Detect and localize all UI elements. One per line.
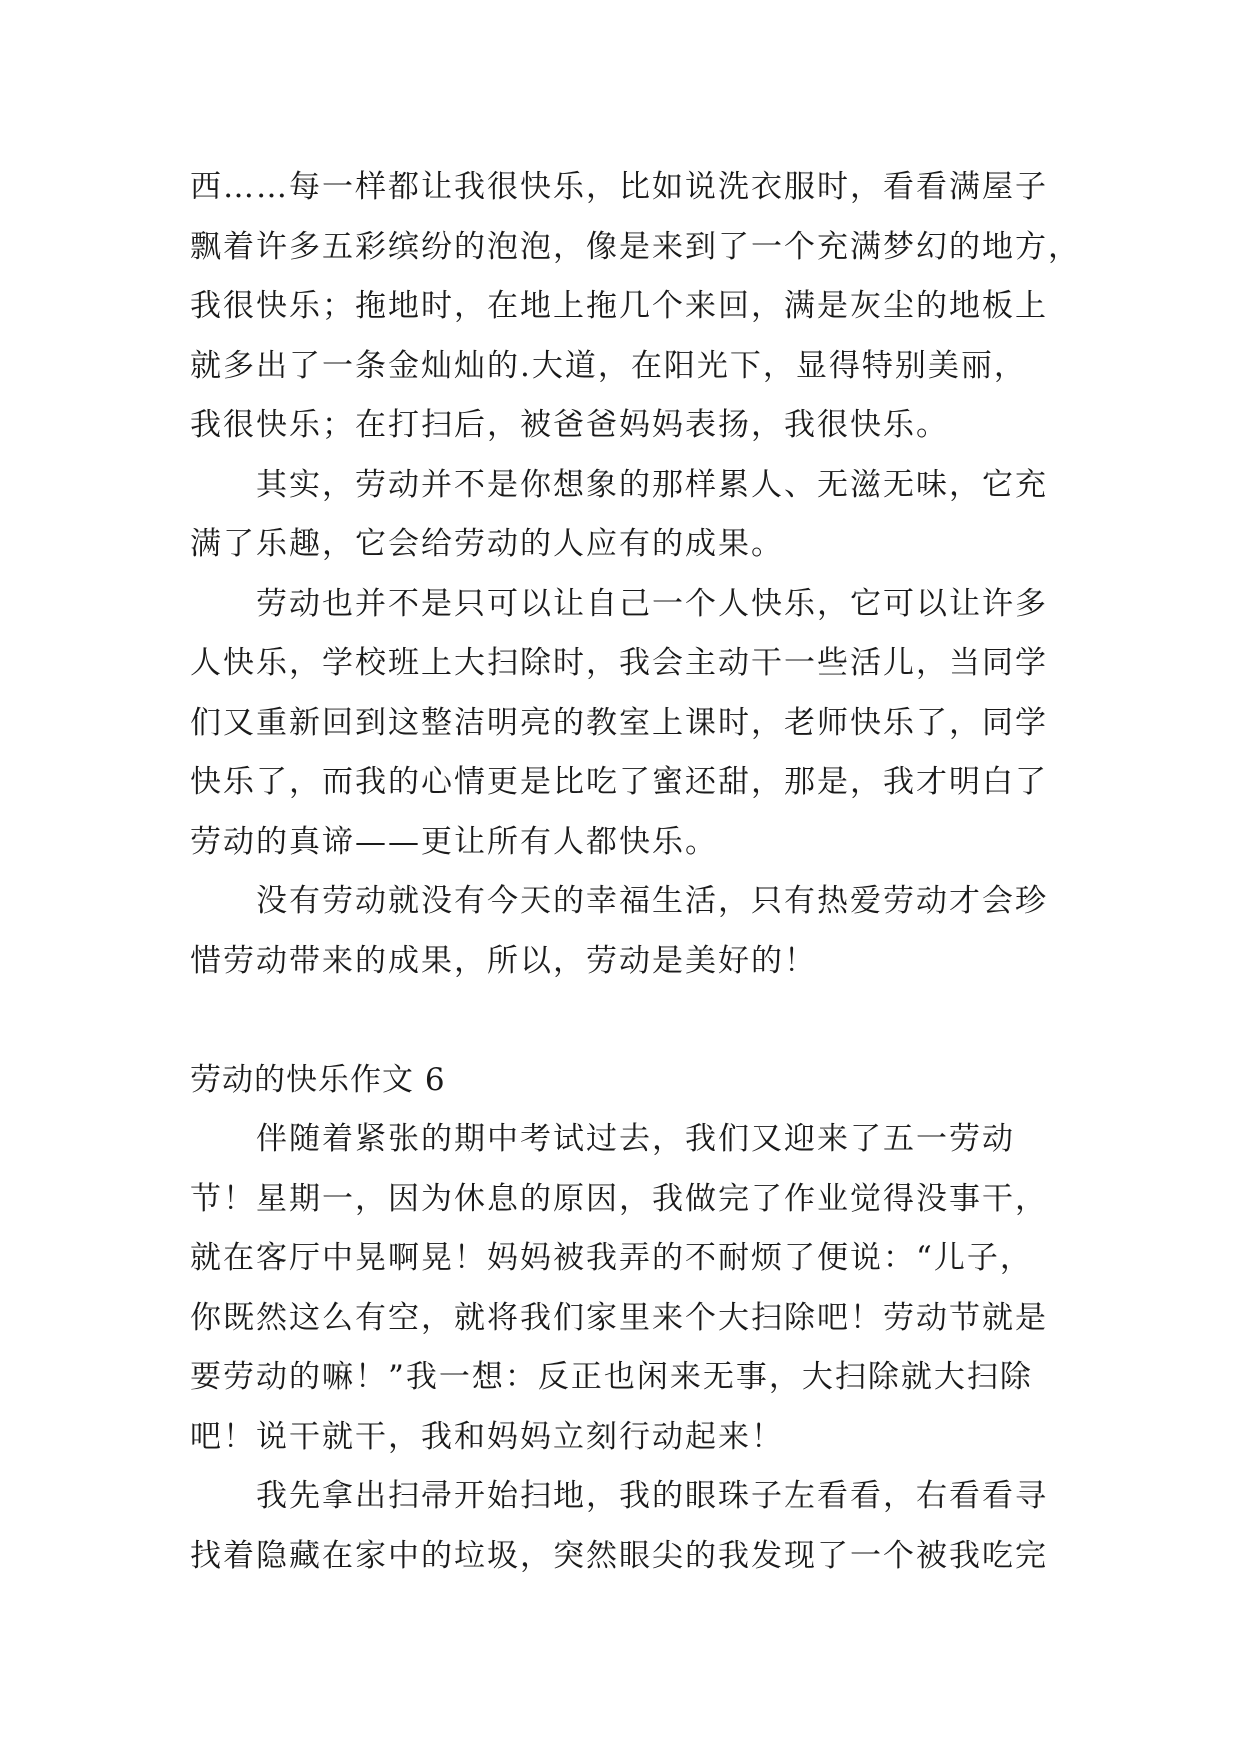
section-spacer bbox=[190, 991, 1090, 1051]
text-line: 其实，劳动并不是你想象的那样累人、无滋无味，它充 bbox=[256, 466, 1048, 503]
section-heading: 劳动的快乐作文 6 bbox=[190, 1061, 446, 1098]
paragraph bbox=[190, 1110, 1090, 1467]
text-line: 满了乐趣，它会给劳动的人应有的成果。 bbox=[190, 526, 784, 562]
paragraph bbox=[190, 575, 1090, 873]
text-line: 没有劳动就没有今天的幸福生活，只有热爱劳动才会珍 bbox=[256, 883, 1048, 919]
text-line: 就多出了一条金灿灿的.大道，在阳光下，显得特别美丽， bbox=[190, 347, 1027, 384]
text-line: 就在客厅中晃啊晃！妈妈被我弄的不耐烦了便说：“儿子， bbox=[190, 1240, 1033, 1276]
text-line: 劳动也并不是只可以让自己一个人快乐，它可以让许多 bbox=[256, 585, 1048, 622]
document-body bbox=[190, 158, 1090, 1586]
text-line: 们又重新回到这整洁明亮的教室上课时，老师快乐了，同学 bbox=[190, 704, 1048, 741]
text-line: 劳动的真谛——更让所有人都快乐。 bbox=[190, 823, 718, 860]
text-line: 人快乐，学校班上大扫除时，我会主动干一些活儿，当同学 bbox=[190, 645, 1048, 681]
text-line: 伴随着紧张的期中考试过去，我们又迎来了五一劳动 bbox=[256, 1121, 1015, 1157]
text-line: 节！星期一，因为休息的原因，我做完了作业觉得没事干， bbox=[190, 1180, 1048, 1217]
text-line: 快乐了，而我的心情更是比吃了蜜还甜，那是，我才明白了 bbox=[190, 764, 1048, 800]
text-line: 吧！说干就干，我和妈妈立刻行动起来！ bbox=[190, 1418, 784, 1455]
paragraph bbox=[190, 456, 1090, 575]
text-line: 我很快乐；在打扫后，被爸爸妈妈表扬，我很快乐。 bbox=[190, 407, 949, 443]
text-line: 飘着许多五彩缤纷的泡泡，像是来到了一个充满梦幻的地方， bbox=[190, 228, 1081, 265]
paragraph bbox=[190, 1467, 1090, 1586]
text-line: 我很快乐；拖地时，在地上拖几个来回，满是灰尘的地板上 bbox=[190, 288, 1048, 324]
text-line: 我先拿出扫帚开始扫地，我的眼珠子左看看，右看看寻 bbox=[256, 1478, 1048, 1514]
text-line: 要劳动的嘛！”我一想：反正也闲来无事，大扫除就大扫除 bbox=[190, 1359, 1033, 1395]
text-line: 你既然这么有空，就将我们家里来个大扫除吧！劳动节就是 bbox=[190, 1299, 1048, 1336]
text-line: 找着隐藏在家中的垃圾，突然眼尖的我发现了一个被我吃完 bbox=[190, 1537, 1048, 1574]
paragraph bbox=[190, 872, 1090, 991]
paragraph bbox=[190, 158, 1090, 456]
text-line: 惜劳动带来的成果，所以，劳动是美好的！ bbox=[190, 942, 817, 979]
text-line: 西……每一样都让我很快乐，比如说洗衣服时，看看满屋子 bbox=[190, 169, 1048, 205]
